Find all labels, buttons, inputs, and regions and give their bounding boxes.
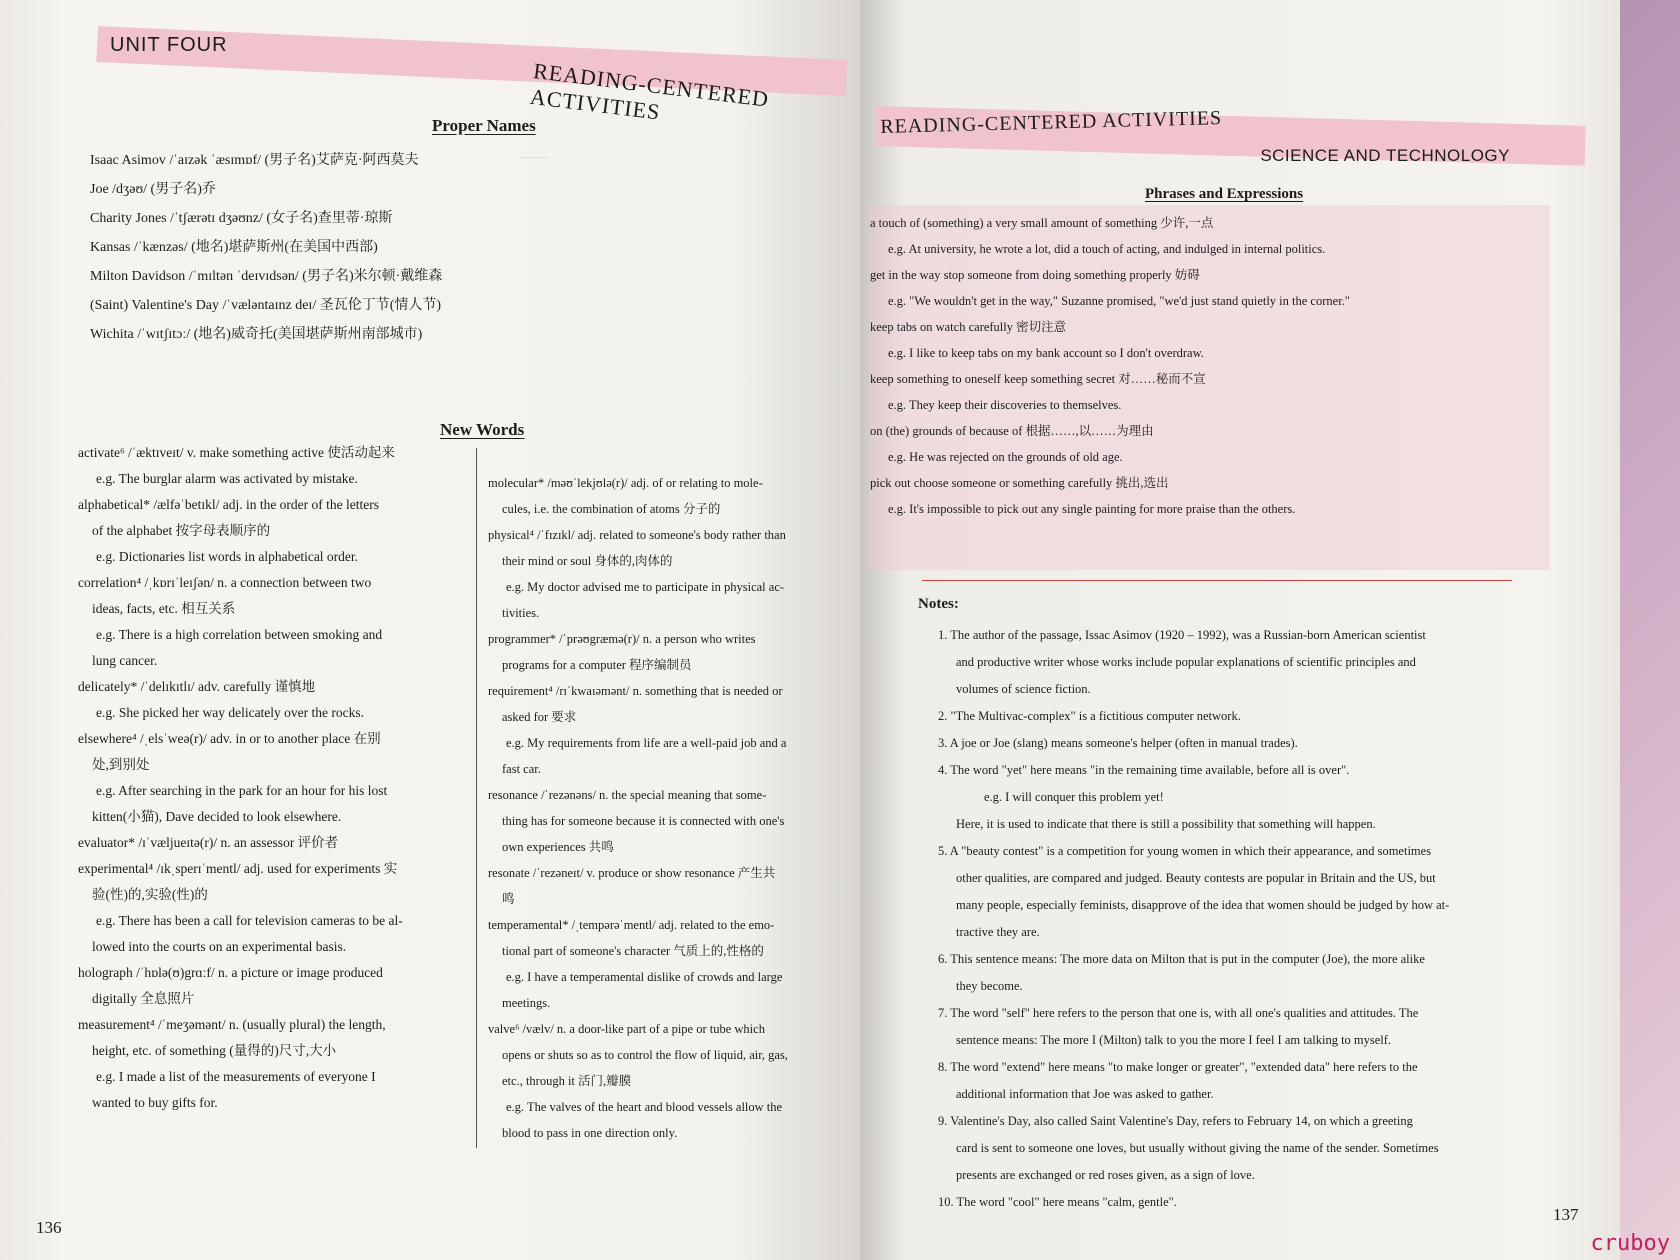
subject-header: SCIENCE AND TECHNOLOGY	[1260, 146, 1510, 165]
new-words-title: New Words	[440, 420, 525, 439]
note-line: sentence means: The more I (Milton) talk to you the more I feel I am talking to myself.	[956, 1033, 1392, 1047]
note-line: tractive they are.	[956, 925, 1040, 939]
divider-line	[922, 580, 1512, 581]
column-divider	[476, 448, 477, 1148]
word-entry: experimental⁴ /ɪkˌsperɪˈmentl/ adj. used for experiments 实	[78, 861, 398, 876]
example-line: fast car.	[502, 762, 541, 776]
phrase-entry: keep tabs on watch carefully 密切注意	[870, 320, 1067, 334]
example-line: e.g. He was rejected on the grounds of old age.	[888, 450, 1123, 464]
proper-name-entry: (Saint) Valentine's Day /ˈvæləntaɪnz deɪ/ 圣瓦伦丁节(情人节)	[90, 298, 442, 313]
word-entry: resonance /ˈrezənəns/ n. the special meaning that some-	[488, 788, 767, 802]
note-line: 1. The author of the passage, Issac Asimov (1920 – 1992), was a Russian-born American scientist	[938, 628, 1426, 642]
definition-line: of the alphabet 按字母表顺序的	[92, 523, 271, 538]
definition-line: own experiences 共鸣	[502, 840, 614, 854]
note-line: 4. The word "yet" here means "in the remaining time available, before all is over".	[938, 763, 1350, 777]
example-line: e.g. My requirements from life are a well-paid job and a	[506, 736, 787, 750]
example-line: e.g. Dictionaries list words in alphabetical order.	[96, 549, 359, 564]
example-line: e.g. She picked her way delicately over the rocks.	[96, 705, 365, 720]
word-entry: molecular* /məʊˈlekjʊlə(r)/ adj. of or relating to mole-	[488, 476, 763, 490]
definition-line: height, etc. of something (量得的)尺寸,大小	[92, 1043, 337, 1058]
bleed-through-text: ——	[520, 150, 548, 165]
word-entry: resonate /ˈrezəneɪt/ v. produce or show resonance 产生共	[488, 866, 776, 880]
definition-line: opens or shuts so as to control the flow of liquid, air, gas,	[502, 1048, 788, 1062]
example-line: e.g. I will conquer this problem yet!	[984, 790, 1164, 804]
proper-name-entry: Isaac Asimov /ˈaɪzək ˈæsɪmɒf/ (男子名)艾萨克·阿西莫夫	[90, 153, 419, 168]
phrase-entry: keep something to oneself keep something secret 对……秘而不宣	[870, 372, 1206, 386]
example-line: lung cancer.	[92, 653, 158, 668]
phrase-entry: pick out choose someone or something carefully 挑出,选出	[870, 476, 1169, 490]
note-line: they become.	[956, 979, 1023, 993]
word-entry: elsewhere⁴ /ˌelsˈweə(r)/ adv. in or to another place 在别	[78, 731, 381, 746]
example-line: meetings.	[502, 996, 551, 1010]
word-entry: requirement⁴ /rɪˈkwaɪəmənt/ n. something that is needed or	[488, 684, 783, 698]
note-line: Here, it is used to indicate that there is still a possibility that something will happen.	[956, 817, 1376, 831]
word-entry: measurement⁴ /ˈmeʒəmənt/ n. (usually plural) the length,	[78, 1017, 386, 1032]
definition-line: asked for 要求	[502, 710, 577, 724]
definition-line: ideas, facts, etc. 相互关系	[92, 601, 236, 616]
unit-label: UNIT FOUR	[110, 34, 228, 56]
example-line: e.g. My doctor advised me to participate in physical ac-	[506, 580, 785, 594]
word-entry: delicately* /ˈdelɪkɪtlɪ/ adv. carefully 谨慎地	[78, 679, 316, 694]
definition-line: digitally 全息照片	[92, 991, 195, 1006]
example-line: e.g. The burglar alarm was activated by mistake.	[96, 471, 358, 486]
example-line: e.g. There has been a call for television cameras to be al-	[96, 913, 403, 928]
phrase-entry: on (the) grounds of because of 根据……,以……为理由	[870, 424, 1154, 438]
new-words-column-2	[488, 470, 848, 1146]
word-entry: alphabetical* /ælfəˈbetɪkl/ adj. in the order of the letters	[78, 497, 380, 512]
example-line: e.g. They keep their discoveries to themselves.	[888, 398, 1122, 412]
note-line: card is sent to someone one loves, but usually without giving the name of the sender. Sometimes	[956, 1141, 1439, 1155]
example-line: e.g. I made a list of the measurements of everyone I	[96, 1069, 376, 1084]
note-line: 9. Valentine's Day, also called Saint Valentine's Day, refers to February 14, on which a greeting	[938, 1114, 1413, 1128]
notes-title: Notes:	[918, 596, 959, 612]
proper-name-entry: Wichita /ˈwɪtʃɪtɔː/ (地名)威奇托(美国堪萨斯州南部城市)	[90, 327, 423, 342]
phrase-entry: get in the way stop someone from doing something properly 妨碍	[870, 268, 1200, 282]
phrases-title: Phrases and Expressions	[1145, 186, 1304, 202]
note-line: 7. The word "self" here refers to the person that one is, with all one's qualities and attitudes. The	[938, 1006, 1419, 1020]
note-line: many people, especially feminists, disapprove of the idea that women should be judged by how at-	[956, 898, 1450, 912]
definition-line: 验(性)的,实验(性)的	[92, 887, 208, 902]
definition-line: tional part of someone's character 气质上的,性格的	[502, 944, 764, 958]
proper-names-title: Proper Names	[432, 116, 536, 135]
definition-line: 处,到别处	[92, 757, 150, 772]
definition-line: etc., through it 活门,瓣膜	[502, 1074, 632, 1088]
proper-name-entry: Milton Davidson /ˈmɪltən ˈdeɪvɪdsən/ (男子名)米尔顿·戴维森	[90, 269, 443, 284]
note-line: 3. A joe or Joe (slang) means someone's helper (often in manual trades).	[938, 736, 1298, 750]
definition-line: cules, i.e. the combination of atoms 分子的	[502, 502, 721, 516]
note-line: 2. "The Multivac-complex" is a fictitious computer network.	[938, 709, 1241, 723]
example-line: e.g. I have a temperamental dislike of crowds and large	[506, 970, 783, 984]
word-entry: activate⁶ /ˈæktɪveɪt/ v. make something active 使活动起来	[78, 445, 395, 460]
example-line: e.g. I like to keep tabs on my bank account so I don't overdraw.	[888, 346, 1204, 360]
definition-line: programs for a computer 程序编制员	[502, 658, 692, 672]
page-number: 137	[1553, 1205, 1579, 1224]
example-line: e.g. "We wouldn't get in the way," Suzanne promised, "we'd just stand quietly in the corner."	[888, 294, 1350, 308]
note-line: 8. The word "extend" here means "to make longer or greater", "extended data" here refers to the	[938, 1060, 1418, 1074]
note-line: additional information that Joe was asked to gather.	[956, 1087, 1214, 1101]
word-entry: physical⁴ /ˈfɪzɪkl/ adj. related to someone's body rather than	[488, 528, 786, 542]
word-entry: evaluator* /ɪˈvæljueɪtə(r)/ n. an assessor 评价者	[78, 835, 339, 850]
notes-list	[938, 622, 1538, 1216]
word-entry: programmer* /ˈprəʊgræmə(r)/ n. a person who writes	[488, 632, 756, 646]
example-line: e.g. It's impossible to pick out any single painting for more praise than the others.	[888, 502, 1296, 516]
note-line: 6. This sentence means: The more data on Milton that is put in the computer (Joe), the more alike	[938, 952, 1425, 966]
example-line: e.g. There is a high correlation between smoking and	[96, 627, 383, 642]
phrases-list	[870, 210, 1550, 522]
section-header: READING-CENTERED ACTIVITIES	[528, 58, 771, 125]
proper-name-entry: Kansas /ˈkænzəs/ (地名)堪萨斯州(在美国中西部)	[90, 240, 378, 255]
example-line: tivities.	[502, 606, 540, 620]
definition-line: 鸣	[502, 892, 515, 906]
proper-name-entry: Charity Jones /ˈtʃærətɪ dʒəʊnz/ (女子名)查里蒂·琼斯	[90, 211, 393, 226]
word-entry: holograph /ˈhɒlə(ʊ)grɑːf/ n. a picture or image produced	[78, 965, 383, 980]
example-line: e.g. The valves of the heart and blood vessels allow the	[506, 1100, 783, 1114]
watermark: cruboy	[1590, 1231, 1670, 1256]
definition-line: their mind or soul 身体的,肉体的	[502, 554, 673, 568]
section-header: READING-CENTERED ACTIVITIES	[880, 107, 1223, 138]
example-line: kitten(小猫), Dave decided to look elsewhere.	[92, 809, 342, 824]
phrase-entry: a touch of (something) a very small amount of something 少许,一点	[870, 216, 1214, 230]
example-line: e.g. After searching in the park for an hour for his lost	[96, 783, 388, 798]
definition-line: thing has for someone because it is connected with one's	[502, 814, 785, 828]
note-line: other qualities, are compared and judged. Beauty contests are popular in Britain and the US, but	[956, 871, 1436, 885]
word-entry: temperamental* /ˌtempərəˈmentl/ adj. related to the emo-	[488, 918, 775, 932]
example-line: wanted to buy gifts for.	[92, 1095, 218, 1110]
page-number: 136	[36, 1218, 62, 1237]
example-line: lowed into the courts on an experimental basis.	[92, 939, 347, 954]
example-line: blood to pass in one direction only.	[502, 1126, 678, 1140]
new-words-column-1	[78, 440, 473, 1116]
note-line: and productive writer whose works include popular explanations of scientific principles and	[956, 655, 1416, 669]
note-line: presents are exchanged or red roses given, as a sign of love.	[956, 1168, 1255, 1182]
word-entry: correlation⁴ /ˌkɒrɪˈleɪʃən/ n. a connection between two	[78, 575, 372, 590]
example-line: e.g. At university, he wrote a lot, did a touch of acting, and indulged in internal politics.	[888, 242, 1326, 256]
word-entry: valve⁶ /vælv/ n. a door-like part of a pipe or tube which	[488, 1022, 765, 1036]
note-line: volumes of science fiction.	[956, 682, 1091, 696]
note-line: 10. The word "cool" here means "calm, gentle".	[938, 1195, 1177, 1209]
proper-name-entry: Joe /dʒəʊ/ (男子名)乔	[90, 182, 216, 197]
note-line: 5. A "beauty contest" is a competition for young women in which their appearance, and sometimes	[938, 844, 1432, 858]
